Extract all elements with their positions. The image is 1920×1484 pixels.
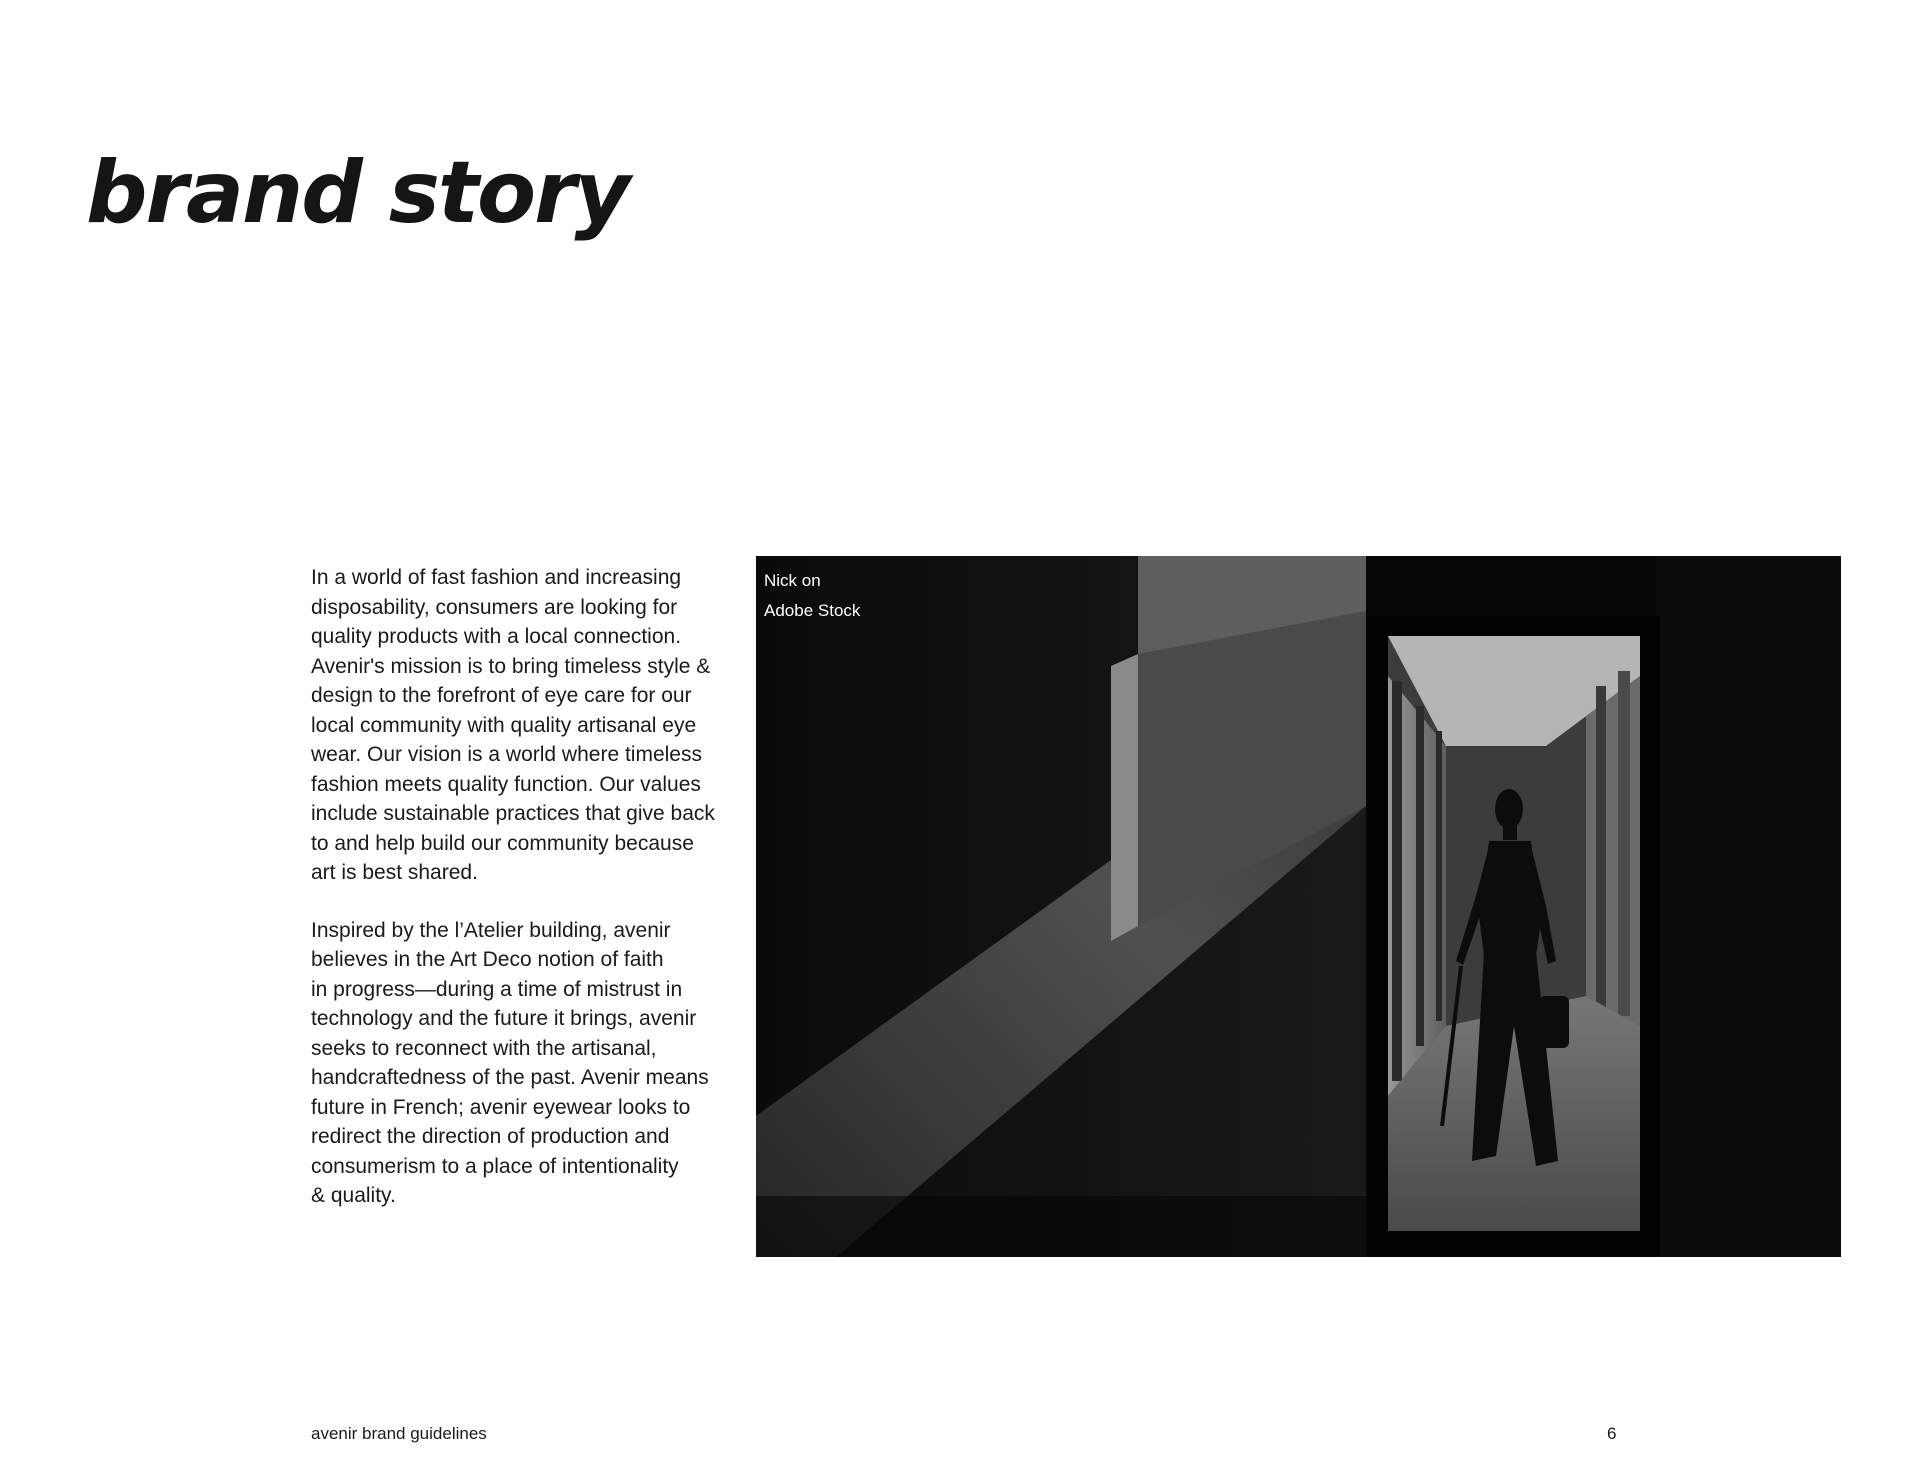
page-title: brand story <box>86 143 629 243</box>
brand-photo <box>756 556 1841 1257</box>
page-number: 6 <box>1607 1424 1617 1443</box>
body-copy <box>311 563 741 1239</box>
inspiration-paragraph: Inspired by the l’Atelier building, avenir believes in the Art Deco notion of faith in progress—during a time of mistrust in technology and the future it brings, avenir seeks to reconnect with the artisanal, handcraftedness of the past. Avenir means future in French; avenir eyewear looks to redirect the direction of production and consumerism to a place of intentionality & quality. <box>311 918 709 1207</box>
photo-illustration <box>756 556 1841 1257</box>
photo-credit: Nick on Adobe Stock <box>764 571 861 620</box>
footer-label: avenir brand guidelines <box>311 1424 487 1443</box>
mission-paragraph: In a world of fast fashion and increasing disposability, consumers are looking for quality products with a local connection. Avenir's mission is to bring timeless style & design to the forefront of eye care for our local community with quality artisanal eye wear. Our vision is a world where timeless fashion meets quality function. Our values include sustainable practices that give back to and help build our community because art is best shared. <box>311 566 715 884</box>
